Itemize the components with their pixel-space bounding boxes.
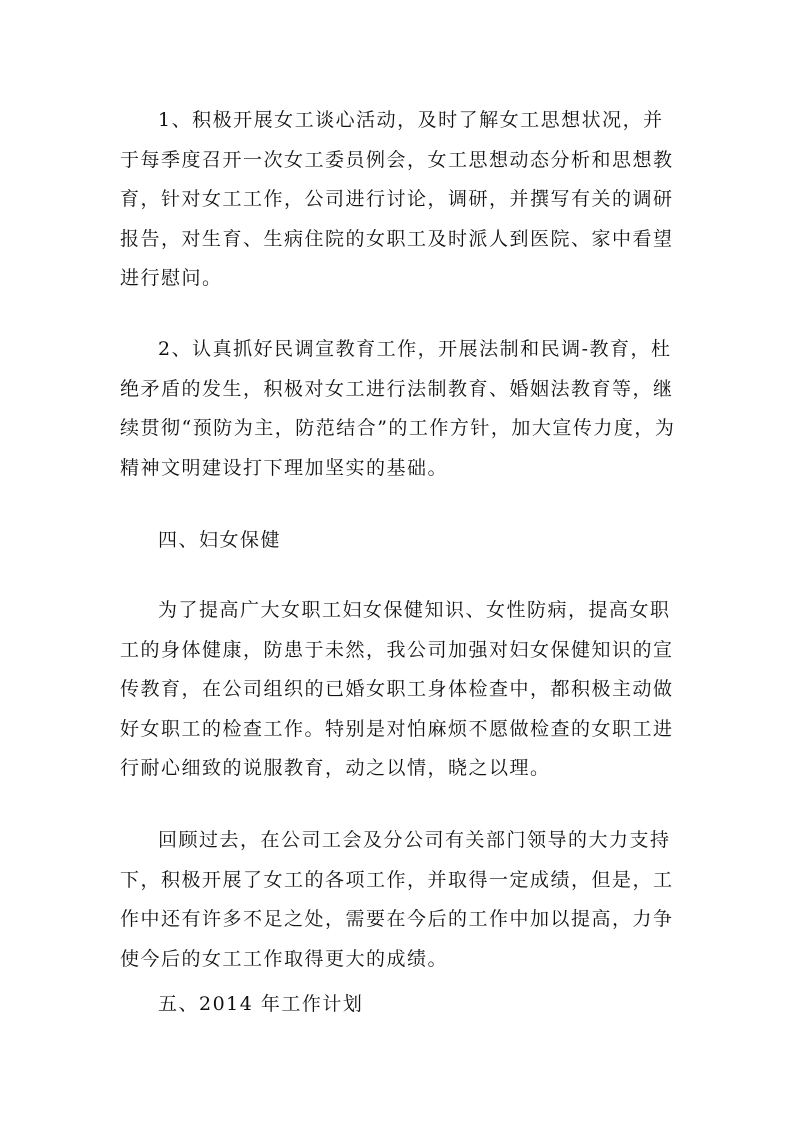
paragraph-mediation-education: 2、认真抓好民调宣教育工作，开展法制和民调-教育，杜绝矛盾的发生，积极对女工进行法制教育、婚姻法教育等，继续贯彻“预防为主，防范结合”的工作方针，加大宣传力度，为精神文明建设打下理加坚实的基础。 xyxy=(120,338,676,479)
section-heading-work-plan: 五、2014 年工作计划 xyxy=(158,993,364,1015)
paragraph-women-workers-talks: 1、积极开展女工谈心活动，及时了解女工思想状况，并于每季度召开一次女工委员例会，女工思想动态分析和思想教育，针对女工工作，公司进行讨论，调研，并撰写有关的调研报告，对生育、生病住院的女职工及时派人到医院、家中看望进行慰问。 xyxy=(120,109,674,289)
paragraph-health-education: 为了提高广大女职工妇女保健知识、女性防病，提高女职工的身体健康，防患于未然，我公司加强对妇女保健知识的宣传教育，在公司组织的已婚女职工身体检查中，都积极主动做好女职工的检查工作。特别是对怕麻烦不愿做检查的女职工进行耐心细致的说服教育，动之以情，晓之以理。 xyxy=(120,599,674,779)
section-heading-women-health: 四、妇女保健 xyxy=(158,529,282,551)
paragraph-review: 回顾过去，在公司工会及分公司有关部门领导的大力支持下，积极开展了女工的各项工作，并取得一定成绩，但是，工作中还有许多不足之处，需要在今后的工作中加以提高，力争使今后的女工工作取得更大的成绩。 xyxy=(120,829,674,970)
